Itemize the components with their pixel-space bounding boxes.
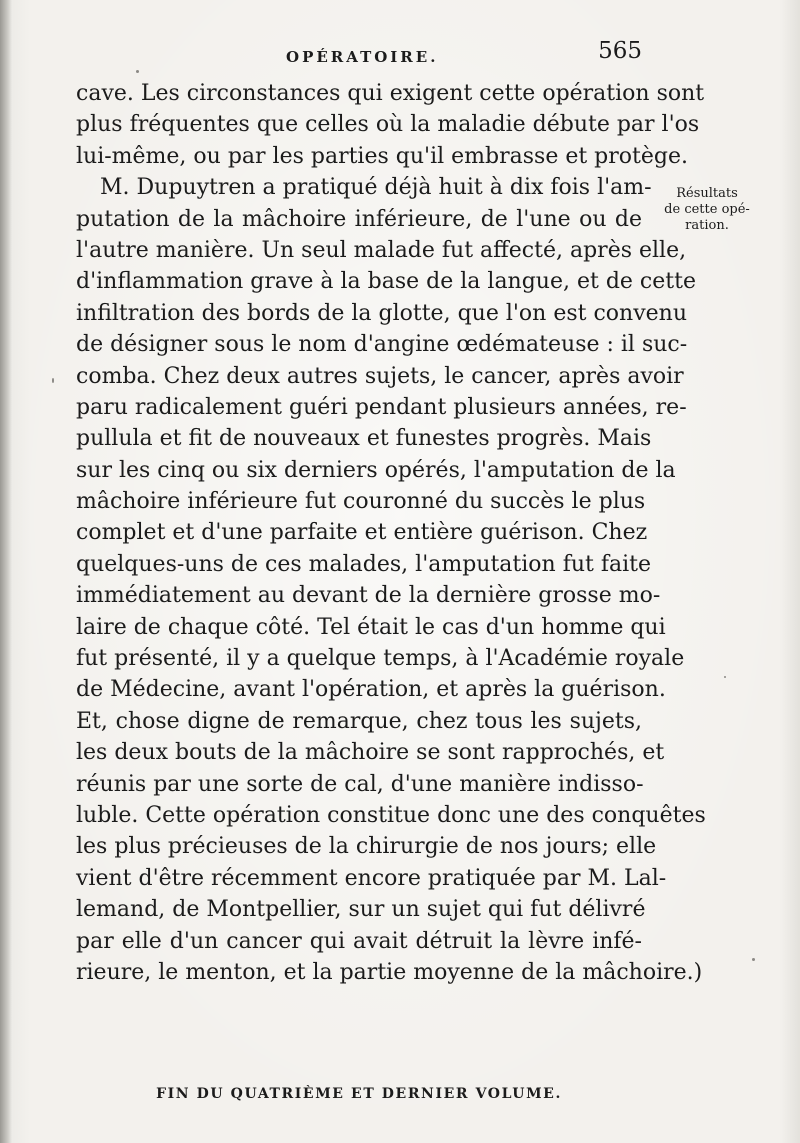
text-line: mâchoire inférieure fut couronné du succès le plus	[76, 489, 646, 515]
text-line: infiltration des bords de la glotte, que l'on est convenu	[76, 300, 687, 326]
running-head: OPÉRATOIRE.	[286, 48, 439, 66]
text-line: laire de chaque côté. Tel était le cas d'un homme qui	[76, 614, 666, 640]
text-line: quelques-uns de ces malades, l'amputation fut faite	[76, 551, 652, 577]
text-line: sur les cinq ou six derniers opérés, l'amputation de la	[76, 457, 676, 483]
text-line: pullula et fit de nouveaux et funestes progrès. Mais	[76, 426, 652, 452]
page-header	[76, 38, 642, 78]
margin-note	[652, 186, 762, 234]
text-line: plus fréquentes que celles où la maladie débute par l'os	[76, 112, 700, 138]
text-line: de désigner sous le nom d'angine œdémateuse : il suc-	[76, 332, 688, 358]
text-line: complet et d'une parfaite et entière guérison. Chez	[76, 520, 648, 546]
text-line: luble. Cette opération constitue donc une des conquêtes	[76, 802, 706, 828]
body-text	[76, 78, 706, 988]
text-line: les plus précieuses de la chirurgie de nos jours; elle	[76, 834, 657, 860]
text-line: d'inflammation grave à la base de la langue, et de cette	[76, 269, 696, 295]
text-line: de Médecine, avant l'opération, et après la guérison.	[76, 677, 666, 703]
text-line: par elle d'un cancer qui avait détruit la lèvre infé-	[76, 928, 642, 954]
text-line: putation de la mâchoire inférieure, de l'une ou de	[76, 206, 642, 232]
text-line: immédiatement au devant de la dernière grosse mo-	[76, 583, 661, 609]
paper-speck	[724, 676, 726, 678]
text-line: réunis par une sorte de cal, d'une manière indisso-	[76, 771, 644, 797]
paper-speck	[752, 958, 755, 961]
margin-note-line: ration.	[685, 218, 729, 233]
paper-speck	[52, 378, 54, 383]
text-line: paru radicalement guéri pendant plusieurs années, re-	[76, 394, 687, 420]
margin-note-line: Résultats	[676, 186, 738, 201]
page-gutter-shadow	[0, 0, 12, 1143]
text-line: comba. Chez deux autres sujets, le cancer, après avoir	[76, 363, 684, 389]
text-line: lui-même, ou par les parties qu'il embrasse et protège.	[76, 143, 688, 169]
text-line: Et, chose digne de remarque, chez tous les sujets,	[76, 708, 642, 734]
text-line: l'autre manière. Un seul malade fut affecté, après elle,	[76, 237, 687, 263]
closing-colophon: FIN DU QUATRIÈME ET DERNIER VOLUME.	[156, 1086, 562, 1102]
text-line: cave. Les circonstances qui exigent cette opération sont	[76, 81, 705, 106]
page-number: 565	[598, 38, 642, 64]
paper-speck	[136, 70, 139, 73]
text-line: rieure, le menton, et la partie moyenne de la mâchoire.)	[76, 959, 703, 985]
text-line: les deux bouts de la mâchoire se sont rapprochés, et	[76, 740, 665, 766]
text-line: vient d'être récemment encore pratiquée par M. Lal-	[76, 865, 667, 891]
text-line: fut présenté, il y a quelque temps, à l'Académie royale	[76, 646, 685, 672]
margin-note-line: de cette opé-	[664, 202, 750, 217]
text-line: M. Dupuytren a pratiqué déjà huit à dix fois l'am-	[100, 175, 652, 201]
text-line: lemand, de Montpellier, sur un sujet qui fut délivré	[76, 897, 646, 923]
